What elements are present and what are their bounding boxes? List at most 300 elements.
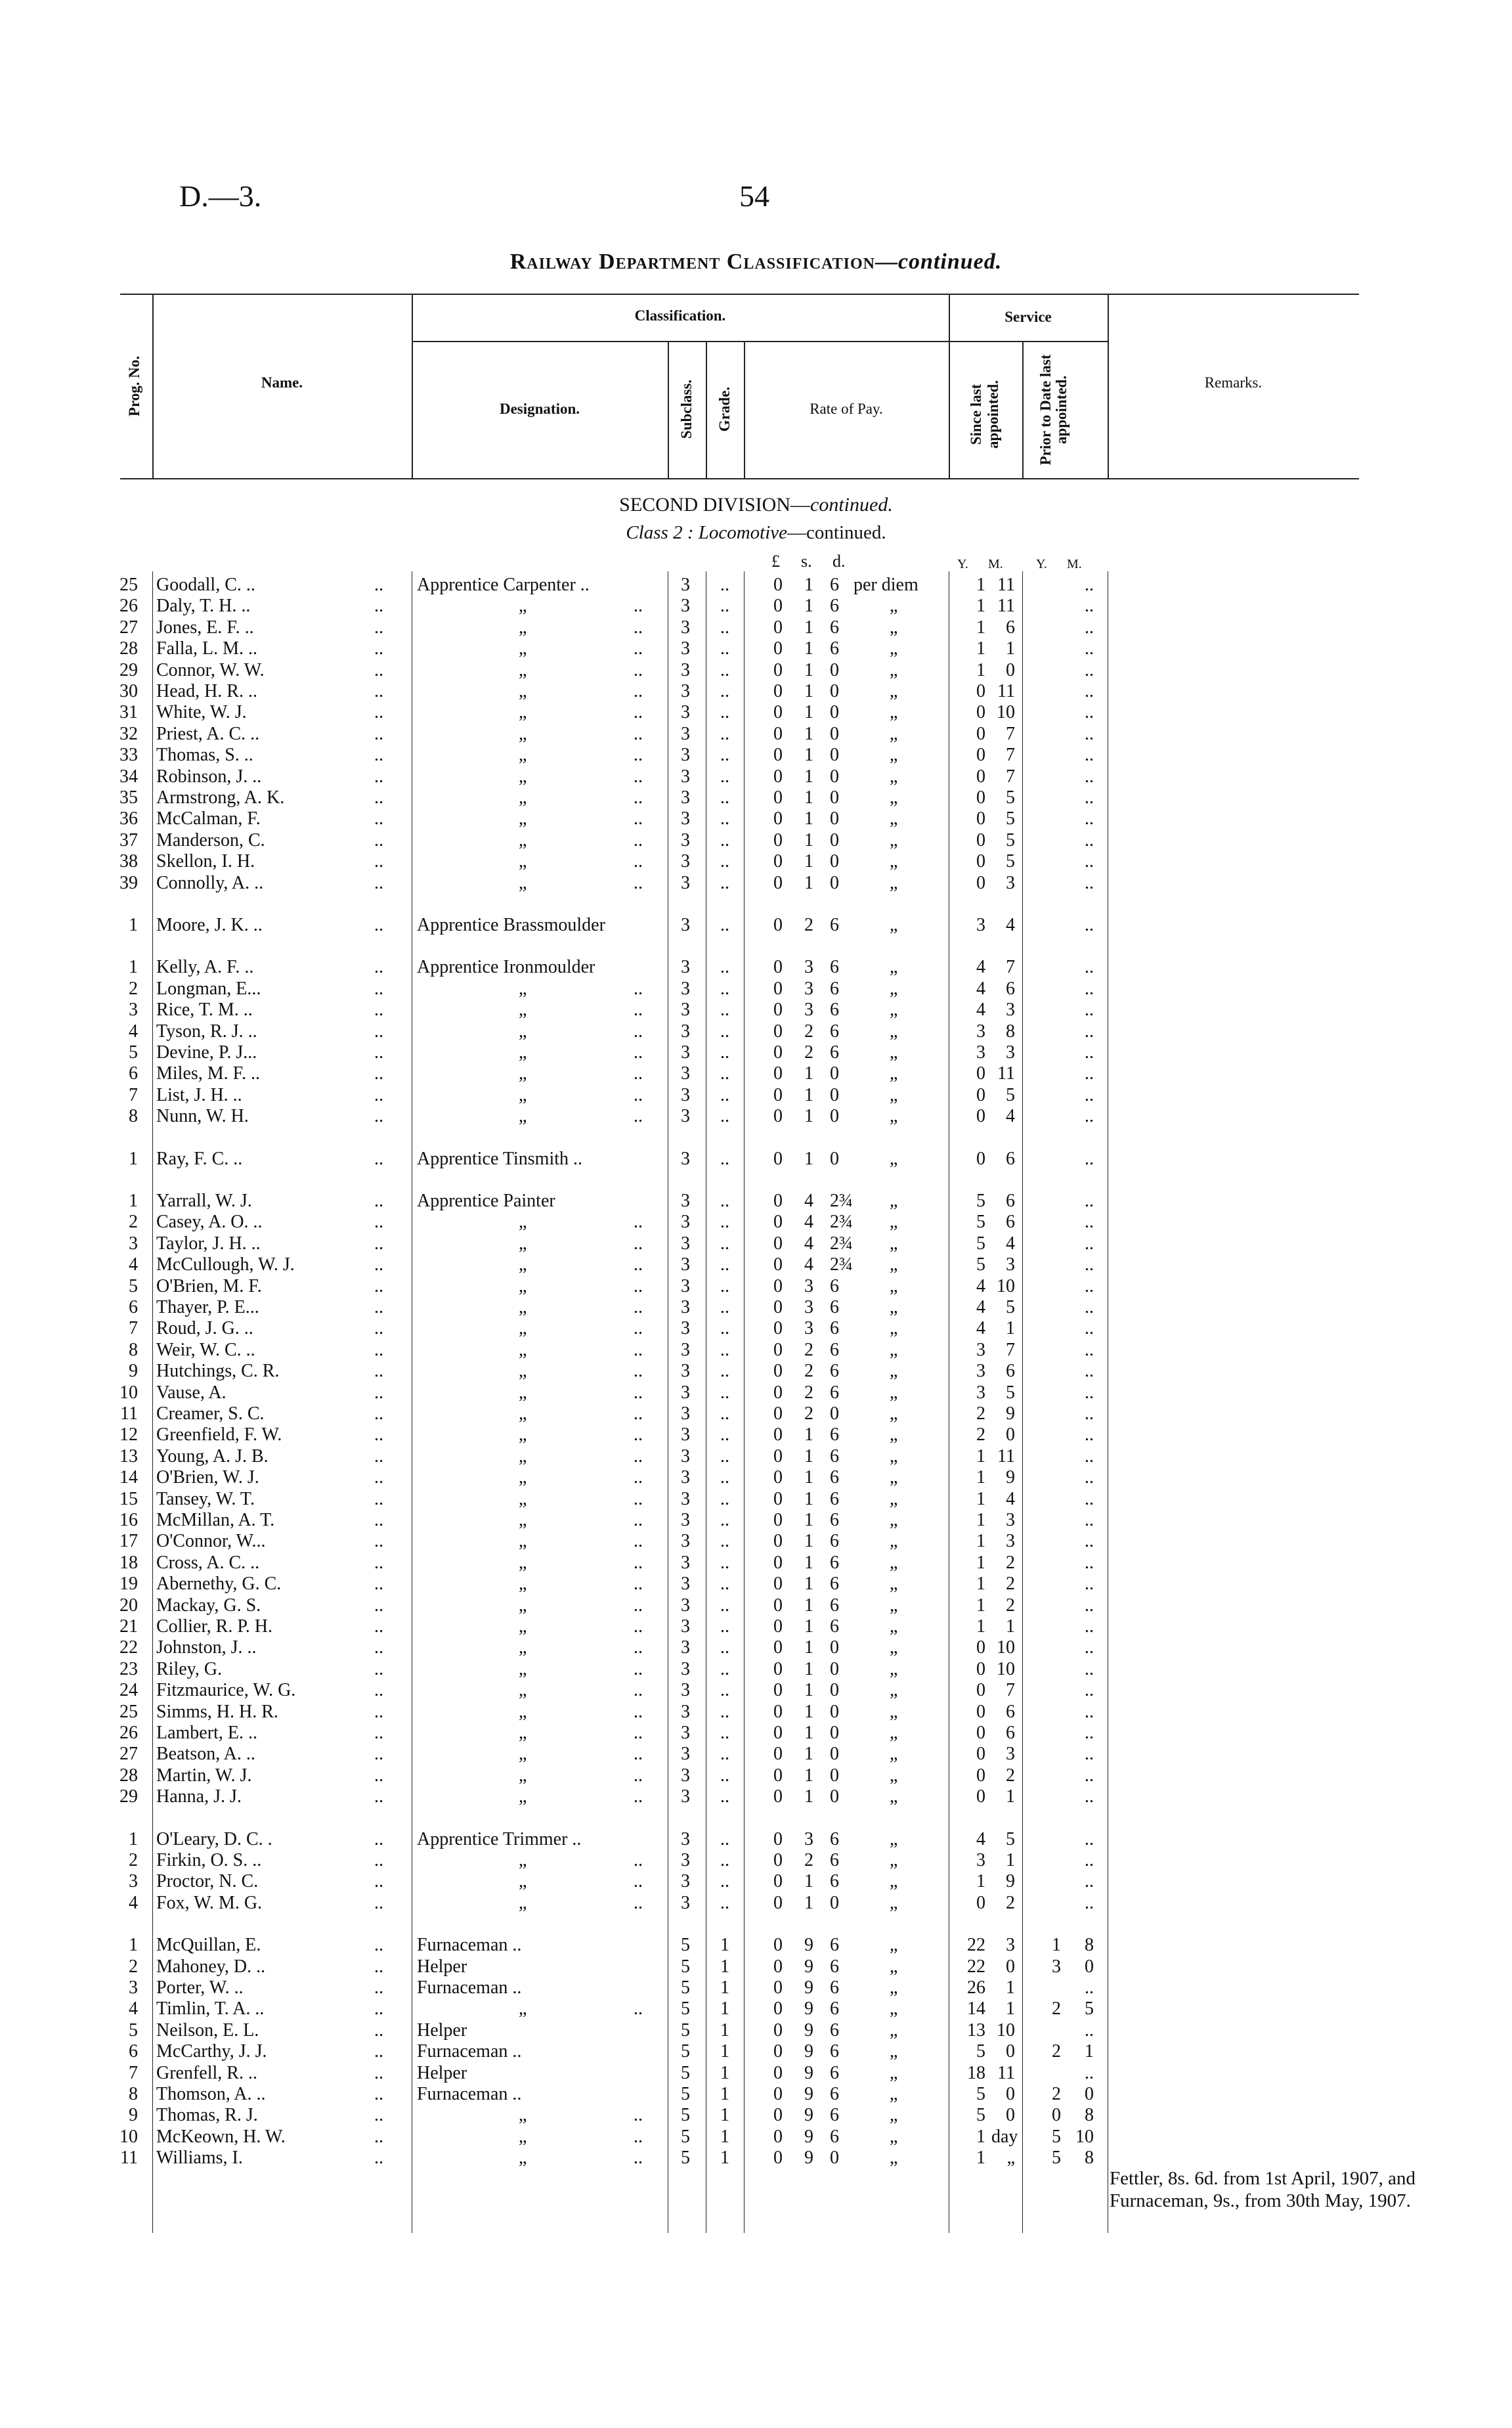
division-continued: continued. — [810, 494, 893, 516]
class-continued: —continued. — [787, 522, 886, 543]
leader-dots: .. — [374, 1829, 383, 1849]
row-grade: .. — [720, 1042, 729, 1063]
row-subclass: 5 — [681, 2127, 690, 2147]
table-row — [0, 2148, 1512, 2169]
row-pence: 6 — [830, 1595, 839, 1616]
leader-dots: .. — [374, 1106, 383, 1126]
row-shillings: 1 — [804, 1446, 813, 1467]
row-name: Roud, J. G. .. — [156, 1318, 253, 1338]
row-since-months: 2 — [1006, 1893, 1015, 1913]
row-pounds: 0 — [773, 830, 783, 850]
leader-dots: .. — [374, 1659, 383, 1679]
row-since-years: 14 — [967, 1998, 985, 2019]
row-designation: „ — [519, 1361, 527, 1381]
table-row — [0, 2041, 1512, 2062]
row-pence: 0 — [830, 1702, 839, 1722]
row-subclass: 3 — [681, 596, 690, 616]
row-since-months: 4 — [1006, 1106, 1015, 1126]
row-prior-months: .. — [1085, 787, 1094, 808]
row-since-years: 1 — [976, 1616, 985, 1637]
row-prior-years: 2 — [1052, 2041, 1061, 2062]
row-per: „ — [890, 1956, 898, 1977]
row-designation: „ — [519, 2105, 527, 2125]
row-prior-months: 8 — [1085, 1935, 1094, 1955]
row-name: Connor, W. W. — [156, 660, 265, 680]
row-pounds: 0 — [773, 1424, 783, 1445]
row-name: Miles, M. F. .. — [156, 1063, 261, 1084]
row-pence: 6 — [830, 2063, 839, 2083]
table-row — [0, 1254, 1512, 1275]
table-row — [0, 1956, 1512, 1977]
row-since-years: 0 — [976, 787, 985, 808]
row-grade: .. — [720, 1510, 729, 1530]
row-pounds: 0 — [773, 1935, 783, 1955]
row-prog-no: 14 — [119, 1467, 138, 1488]
row-since-months: 4 — [1006, 915, 1015, 935]
row-since-months: 3 — [1006, 1744, 1015, 1764]
row-per: „ — [890, 957, 898, 977]
row-subclass: 3 — [681, 1702, 690, 1722]
row-grade: .. — [720, 1489, 729, 1509]
row-pounds: 0 — [773, 638, 783, 659]
row-designation: Apprentice Brassmoulder — [417, 915, 605, 935]
row-name: Riley, G. — [156, 1659, 223, 1679]
table-row — [0, 1276, 1512, 1297]
row-grade: .. — [720, 1361, 729, 1381]
table-row — [0, 787, 1512, 808]
leader-dots: .. — [634, 1702, 643, 1722]
row-subclass: 3 — [681, 1723, 690, 1743]
row-prior-months: .. — [1085, 1574, 1094, 1594]
row-pounds: 0 — [773, 1340, 783, 1360]
row-subclass: 3 — [681, 1510, 690, 1530]
row-prior-years: 5 — [1052, 2127, 1061, 2147]
row-designation: „ — [519, 1871, 527, 1891]
row-subclass: 3 — [681, 1063, 690, 1084]
row-since-months: 11 — [997, 596, 1015, 616]
row-prog-no: 36 — [119, 808, 138, 829]
row-prog-no: 8 — [129, 1106, 138, 1126]
row-since-months: 2 — [1006, 1595, 1015, 1616]
table-row — [0, 1616, 1512, 1637]
row-grade: .. — [720, 1233, 729, 1254]
leader-dots: .. — [634, 1085, 643, 1105]
row-prior-months: .. — [1085, 1893, 1094, 1913]
row-pounds: 0 — [773, 660, 783, 680]
table-row — [0, 979, 1512, 1000]
row-subclass: 3 — [681, 1340, 690, 1360]
row-subclass: 5 — [681, 2063, 690, 2083]
row-shillings: 1 — [804, 1765, 813, 1786]
row-name: Hanna, J. J. — [156, 1786, 242, 1807]
row-pounds: 0 — [773, 2105, 783, 2125]
table-row — [0, 1361, 1512, 1382]
row-name: Devine, P. J... — [156, 1042, 257, 1063]
row-per: „ — [890, 1467, 898, 1488]
row-subclass: 3 — [681, 1574, 690, 1594]
row-pence: 0 — [830, 2148, 839, 2168]
row-pence: 6 — [830, 1000, 839, 1020]
row-prog-no: 37 — [119, 830, 138, 850]
table-row — [0, 1850, 1512, 1871]
leader-dots: .. — [634, 830, 643, 850]
row-grade: .. — [720, 1318, 729, 1338]
table-row — [0, 1021, 1512, 1042]
row-designation: „ — [519, 808, 527, 829]
row-per: „ — [890, 1616, 898, 1637]
row-subclass: 3 — [681, 1276, 690, 1296]
leader-dots: .. — [374, 1723, 383, 1743]
row-since-years: 3 — [976, 1382, 985, 1403]
row-pounds: 0 — [773, 1467, 783, 1488]
leader-dots: .. — [634, 1106, 643, 1126]
row-subclass: 3 — [681, 979, 690, 999]
row-pence: 0 — [830, 1085, 839, 1105]
row-pence: 6 — [830, 1935, 839, 1955]
leader-dots: .. — [374, 1702, 383, 1722]
row-designation: „ — [519, 1403, 527, 1424]
row-designation: Apprentice Painter — [417, 1191, 555, 1211]
unit-years-since: Y. — [957, 557, 968, 571]
row-shillings: 4 — [804, 1212, 813, 1232]
row-subclass: 5 — [681, 1935, 690, 1955]
row-shillings: 1 — [804, 1106, 813, 1126]
row-since-years: 1 — [976, 1510, 985, 1530]
row-per: „ — [890, 1595, 898, 1616]
row-pence: 2¾ — [830, 1233, 853, 1254]
row-prior-months: .. — [1085, 1424, 1094, 1445]
leader-dots: .. — [374, 1276, 383, 1296]
row-since-months: 0 — [1006, 660, 1015, 680]
row-prior-months: .. — [1085, 1829, 1094, 1849]
row-name: Hutchings, C. R. — [156, 1361, 280, 1381]
row-prog-no: 9 — [129, 1361, 138, 1381]
row-grade: .. — [720, 1893, 729, 1913]
row-subclass: 3 — [681, 575, 690, 595]
leader-dots: .. — [374, 787, 383, 808]
row-since-years: 3 — [976, 915, 985, 935]
table-row — [0, 745, 1512, 766]
row-subclass: 3 — [681, 1361, 690, 1381]
row-designation: „ — [519, 1467, 527, 1488]
row-prior-years: 5 — [1052, 2148, 1061, 2168]
leader-dots: .. — [374, 745, 383, 765]
row-grade: .. — [720, 1276, 729, 1296]
row-pounds: 0 — [773, 1149, 783, 1169]
row-since-years: 1 — [976, 1871, 985, 1891]
leader-dots: .. — [374, 1871, 383, 1891]
row-prior-months: .. — [1085, 915, 1094, 935]
row-shillings: 3 — [804, 1297, 813, 1317]
row-grade: .. — [720, 1702, 729, 1722]
row-prior-months: .. — [1085, 1531, 1094, 1551]
row-prior-months: .. — [1085, 638, 1094, 659]
row-grade: .. — [720, 787, 729, 808]
row-since-years: 1 — [976, 1553, 985, 1573]
row-subclass: 3 — [681, 617, 690, 638]
row-pounds: 0 — [773, 1786, 783, 1807]
leader-dots: .. — [634, 1659, 643, 1679]
row-subclass: 3 — [681, 766, 690, 787]
row-designation: „ — [519, 1297, 527, 1317]
row-subclass: 5 — [681, 2105, 690, 2125]
leader-dots: .. — [374, 596, 383, 616]
leader-dots: .. — [374, 1510, 383, 1530]
leader-dots: .. — [374, 1489, 383, 1509]
row-shillings: 3 — [804, 1318, 813, 1338]
table-row — [0, 1149, 1512, 1170]
leader-dots: .. — [374, 830, 383, 850]
row-designation: „ — [519, 1489, 527, 1509]
row-pence: 6 — [830, 596, 839, 616]
row-pence: 6 — [830, 1553, 839, 1573]
row-pounds: 0 — [773, 2148, 783, 2168]
row-name: Daly, T. H. .. — [156, 596, 251, 616]
row-per: „ — [890, 2127, 898, 2147]
row-subclass: 3 — [681, 1212, 690, 1232]
row-pounds: 0 — [773, 1042, 783, 1063]
table-row — [0, 1382, 1512, 1403]
row-since-months: 6 — [1006, 1149, 1015, 1169]
row-pence: 6 — [830, 617, 839, 638]
row-since-years: 1 — [976, 596, 985, 616]
row-since-years: 0 — [976, 1786, 985, 1807]
row-pounds: 0 — [773, 1446, 783, 1467]
row-per: „ — [890, 1574, 898, 1594]
row-name: Head, H. R. .. — [156, 681, 257, 701]
table-row — [0, 766, 1512, 787]
table-row — [0, 1531, 1512, 1552]
row-designation: „ — [519, 1276, 527, 1296]
row-pence: 6 — [830, 1297, 839, 1317]
row-pounds: 0 — [773, 702, 783, 722]
row-since-years: 5 — [976, 2105, 985, 2125]
row-prior-years: 1 — [1052, 1935, 1061, 1955]
prior-text: Prior to Date last appointed. — [1037, 354, 1069, 466]
row-name: Robinson, J. .. — [156, 766, 262, 787]
row-shillings: 2 — [804, 915, 813, 935]
table-row — [0, 2105, 1512, 2126]
row-pence: 0 — [830, 873, 839, 893]
row-prog-no: 30 — [119, 681, 138, 701]
row-designation: „ — [519, 1382, 527, 1403]
row-pence: 6 — [830, 1340, 839, 1360]
row-grade: .. — [720, 724, 729, 744]
row-per: „ — [890, 660, 898, 680]
leader-dots: .. — [634, 1786, 643, 1807]
row-subclass: 3 — [681, 638, 690, 659]
row-since-years: 3 — [976, 1340, 985, 1360]
table-row — [0, 1935, 1512, 1956]
row-grade: .. — [720, 1659, 729, 1679]
leader-dots: .. — [634, 617, 643, 638]
row-prior-months: .. — [1085, 1403, 1094, 1424]
row-since-years: 0 — [976, 681, 985, 701]
row-prog-no: 17 — [119, 1531, 138, 1551]
row-prog-no: 29 — [119, 660, 138, 680]
leader-dots: .. — [374, 1893, 383, 1913]
unit-pounds: £ — [771, 552, 780, 571]
row-since-months: 5 — [1006, 830, 1015, 850]
leader-dots: .. — [634, 745, 643, 765]
row-pounds: 0 — [773, 1574, 783, 1594]
row-since-years: 0 — [976, 1765, 985, 1786]
row-name: O'Brien, W. J. — [156, 1467, 259, 1488]
row-grade: 1 — [720, 2084, 729, 2104]
row-designation: Furnaceman .. — [417, 2041, 522, 2062]
row-since-months: 0 — [1006, 2105, 1015, 2125]
col-rate-of-pay: Rate of Pay. — [810, 401, 883, 417]
row-name: Rice, T. M. .. — [156, 1000, 253, 1020]
row-designation: Apprentice Ironmoulder — [417, 957, 595, 977]
row-grade: .. — [720, 1340, 729, 1360]
row-shillings: 1 — [804, 638, 813, 659]
row-designation: „ — [519, 1574, 527, 1594]
row-grade: .. — [720, 1786, 729, 1807]
table-row — [0, 575, 1512, 596]
row-shillings: 1 — [804, 1659, 813, 1679]
row-pence: 0 — [830, 1765, 839, 1786]
row-prog-no: 31 — [119, 702, 138, 722]
row-since-months: 8 — [1006, 1021, 1015, 1042]
row-designation: „ — [519, 979, 527, 999]
row-prior-months: .. — [1085, 1042, 1094, 1063]
row-prog-no: 39 — [119, 873, 138, 893]
row-grade: 1 — [720, 1977, 729, 1998]
row-per: „ — [890, 1489, 898, 1509]
leader-dots: .. — [374, 766, 383, 787]
table-row — [0, 1212, 1512, 1233]
leader-dots: .. — [634, 1254, 643, 1275]
row-prog-no: 34 — [119, 766, 138, 787]
leader-dots: .. — [374, 915, 383, 935]
leader-dots: .. — [634, 1424, 643, 1445]
row-pence: 6 — [830, 1531, 839, 1551]
row-subclass: 3 — [681, 1680, 690, 1700]
row-pence: 0 — [830, 830, 839, 850]
row-designation: „ — [519, 1723, 527, 1743]
row-pence: 6 — [830, 2084, 839, 2104]
row-shillings: 9 — [804, 2063, 813, 2083]
row-since-years: 0 — [976, 1744, 985, 1764]
row-grade: .. — [720, 1680, 729, 1700]
row-prior-months: .. — [1085, 957, 1094, 977]
row-name: Thayer, P. E... — [156, 1297, 259, 1317]
row-subclass: 3 — [681, 724, 690, 744]
row-prog-no: 38 — [119, 851, 138, 872]
row-grade: .. — [720, 745, 729, 765]
leader-dots: .. — [374, 1233, 383, 1254]
row-pounds: 0 — [773, 1361, 783, 1381]
row-designation: „ — [519, 2148, 527, 2168]
row-designation: „ — [519, 1616, 527, 1637]
row-shillings: 1 — [804, 873, 813, 893]
row-since-years: 0 — [976, 1680, 985, 1700]
page-title — [0, 250, 1512, 275]
row-pence: 6 — [830, 1977, 839, 1998]
leader-dots: .. — [374, 2084, 383, 2104]
row-shillings: 4 — [804, 1254, 813, 1275]
row-since-years: 1 — [976, 1467, 985, 1488]
row-since-months: 10 — [997, 1659, 1015, 1679]
row-per: „ — [890, 1744, 898, 1764]
row-designation: „ — [519, 1702, 527, 1722]
row-designation: „ — [519, 681, 527, 701]
table-row — [0, 1998, 1512, 2020]
leader-dots: .. — [634, 1446, 643, 1467]
table-row — [0, 1297, 1512, 1318]
row-since-months: 3 — [1006, 1531, 1015, 1551]
row-prior-months: .. — [1085, 660, 1094, 680]
row-prog-no: 4 — [129, 1998, 138, 2019]
row-designation: „ — [519, 1510, 527, 1530]
row-grade: .. — [720, 1212, 729, 1232]
row-since-years: 4 — [976, 1276, 985, 1296]
row-prior-months: .. — [1085, 1191, 1094, 1211]
table-row — [0, 1000, 1512, 1021]
row-prog-no: 16 — [119, 1510, 138, 1530]
row-prog-no: 1 — [129, 915, 138, 935]
row-name: Manderson, C. — [156, 830, 265, 850]
table-row — [0, 830, 1512, 851]
row-since-years: 1 — [976, 1531, 985, 1551]
row-since-years: 0 — [976, 745, 985, 765]
row-prior-months: .. — [1085, 1361, 1094, 1381]
row-pounds: 0 — [773, 1998, 783, 2019]
row-pounds: 0 — [773, 808, 783, 829]
table-row — [0, 1233, 1512, 1254]
row-prog-no: 3 — [129, 1977, 138, 1998]
row-subclass: 3 — [681, 787, 690, 808]
row-since-years: 3 — [976, 1361, 985, 1381]
row-per: „ — [890, 1042, 898, 1063]
row-pence: 6 — [830, 1276, 839, 1296]
row-subclass: 3 — [681, 1297, 690, 1317]
row-designation: „ — [519, 1680, 527, 1700]
row-pounds: 0 — [773, 787, 783, 808]
row-since-months: „ — [1006, 2148, 1015, 2168]
row-since-months: 5 — [1006, 1085, 1015, 1105]
row-designation: „ — [519, 1744, 527, 1764]
title-main: Railway Department Classification— — [509, 250, 898, 274]
row-shillings: 3 — [804, 1000, 813, 1020]
row-prior-months: .. — [1085, 1765, 1094, 1786]
leader-dots: .. — [374, 724, 383, 744]
row-pounds: 0 — [773, 1829, 783, 1849]
row-shillings: 2 — [804, 1850, 813, 1870]
table-row — [0, 617, 1512, 638]
col-designation: Designation. — [499, 401, 580, 417]
row-pence: 0 — [830, 766, 839, 787]
row-designation: „ — [519, 1424, 527, 1445]
row-per: „ — [890, 1871, 898, 1891]
row-shillings: 2 — [804, 1021, 813, 1042]
row-prog-no: 26 — [119, 596, 138, 616]
leader-dots: .. — [634, 1063, 643, 1084]
row-shillings: 1 — [804, 1871, 813, 1891]
row-since-years: 22 — [967, 1935, 985, 1955]
col-grade: Grade. — [716, 386, 733, 432]
row-pounds: 0 — [773, 1659, 783, 1679]
row-since-years: 3 — [976, 1021, 985, 1042]
leader-dots: .. — [374, 1318, 383, 1338]
row-shillings: 1 — [804, 1553, 813, 1573]
row-prog-no: 27 — [119, 1744, 138, 1764]
row-prior-months: 5 — [1085, 1998, 1094, 2019]
table-row — [0, 681, 1512, 702]
row-subclass: 3 — [681, 1637, 690, 1658]
row-designation: „ — [519, 596, 527, 616]
